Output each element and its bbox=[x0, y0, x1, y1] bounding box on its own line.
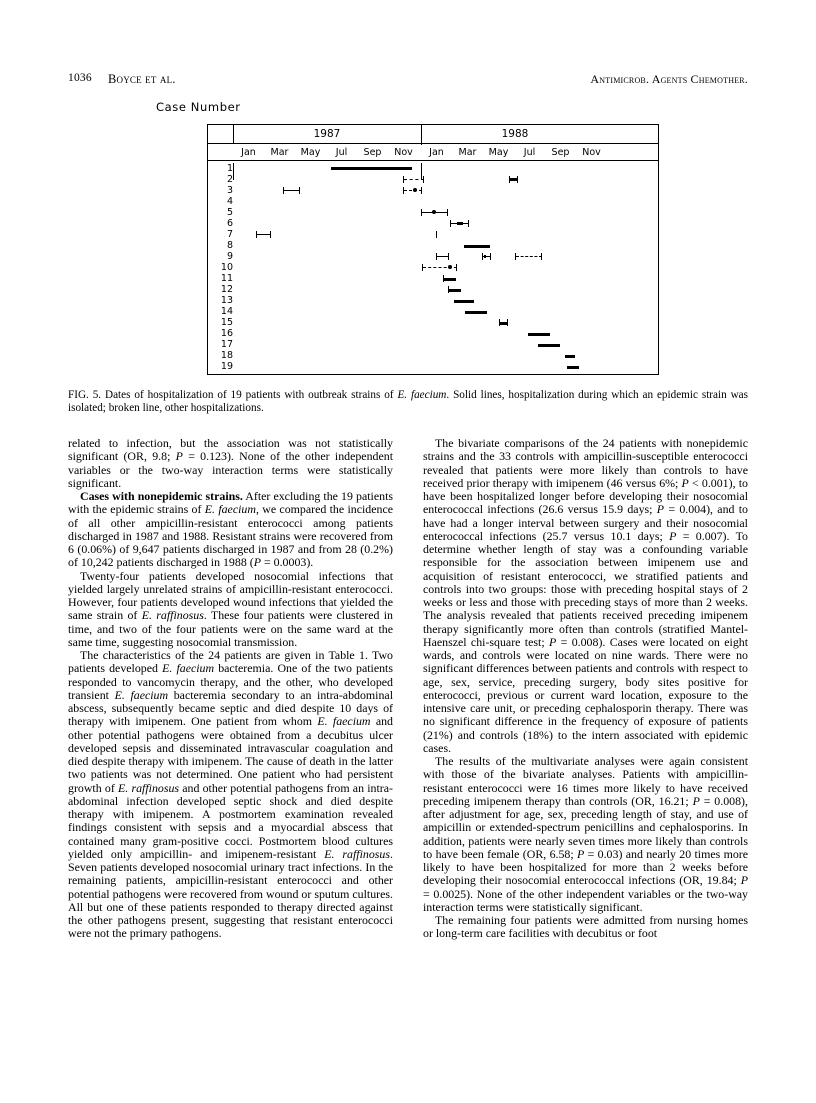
figure-caption-text: Dates of hospitalization of 19 patients with outbreak strains of bbox=[105, 389, 398, 401]
case-label: 2 bbox=[226, 174, 233, 185]
case-label: 16 bbox=[220, 328, 233, 339]
case-label: 14 bbox=[220, 306, 233, 317]
figure-caption-text-2: . Solid lines, hospitalization during which an epidemic strain was isolated; broken line, other hospitalizations. bbox=[68, 389, 748, 415]
interval-cap bbox=[450, 220, 451, 227]
paragraph: The results of the multivariate analyses were again consistent with those of the bivariate analyses. Patients with ampicillin-resistant enterococci were 16 times more likely to have received preceding imipenem therapy than controls (OR, 16.21; P = 0.008), after adjustment for age, sex, preceding length of stay, and use of ampicillin or extended-spectrum penicillins and cephalosporins. In addition, patients were nearly seven times more likely than controls to have been female (OR, 6.58; P = 0.03) and nearly 20 times more likely to have been hospitalized for more than 2 weeks before developing their nosocomial enterococcal infections (OR, 19.84; P = 0.0025). None of the other independent variables or the two-way interaction terms were statistically significant. bbox=[423, 754, 748, 914]
chart-area bbox=[207, 124, 659, 375]
month-label: Jan bbox=[429, 147, 444, 158]
case-label: 8 bbox=[226, 240, 233, 251]
paragraph: The remaining four patients were admitted from nursing homes or long-term care facilities with decubitus or foot bbox=[423, 913, 748, 941]
month-label: Jan bbox=[241, 147, 256, 158]
paragraph: Twenty-four patients developed nosocomial infections that yielded largely unrelated strains of ampicillin-resistant enterococci. However, four patients developed wound infections that yielded the same strain of E. raffinosus. These four patients were clustered in time, and two of the four patients were on the same ward at the same time, suggesting nosocomial transmission. bbox=[68, 568, 393, 649]
hospitalization-bar-dashed bbox=[404, 179, 424, 180]
interval-cap bbox=[515, 253, 516, 260]
isolation-dot bbox=[448, 265, 452, 269]
interval-cap bbox=[270, 231, 271, 238]
interval-cap bbox=[507, 319, 508, 326]
case-label: 11 bbox=[220, 273, 233, 284]
month-label: Mar bbox=[270, 147, 289, 158]
interval-cap bbox=[422, 264, 423, 271]
isolation-dot bbox=[413, 188, 417, 192]
hospitalization-bar bbox=[444, 278, 456, 281]
interval-cap bbox=[283, 187, 284, 194]
figure-caption-label: FIG. 5. bbox=[68, 389, 102, 401]
month-label: Mar bbox=[458, 147, 477, 158]
month-header-row bbox=[208, 144, 658, 161]
hospitalization-bar bbox=[565, 355, 575, 358]
body-column-right bbox=[423, 437, 748, 941]
hospitalization-bar bbox=[528, 333, 550, 336]
hospitalization-bar bbox=[454, 300, 474, 303]
interval-cap bbox=[421, 209, 422, 216]
interval-cap bbox=[482, 253, 483, 260]
interval-cap bbox=[443, 275, 444, 282]
case-label: 12 bbox=[220, 284, 233, 295]
paragraph: The bivariate comparisons of the 24 patients with nonepidemic strains and the 33 controls with ampicillin-susceptible enterococci revealed that patients were more likely than controls to have received prior therapy with imipenem (46 versus 6%; P < 0.001), to have been hospitalized longer before developing their nosocomial enterococcal infections (26.6 versus 15.9 days; P = 0.004), and to have had a longer interval between surgery and their nosocomial enterococcal infections (25.7 versus 10.1 days; P = 0.007). To determine whether length of stay was a confounding variable responsible for the association between imipenem use and acquisition of resistant enterococci, we stratified patients and controls into two groups: those with preceding hospital stays of 2 weeks or less and those with preceding stays of more than 2 weeks. The analysis revealed that patients received preceding imipenem therapy significantly more often than controls (stratified Mantel-Haenszel chi-square test; P = 0.008). Cases were located on eight wards, and controls were located on nine wards. There were no significant differences between patients and controls with respect to age, sex, service, preceding surgery, body sites positive for enterococci, previous or current ward location, exposure to the intensive care unit, or preceding cephalosporin therapy. There was no significant difference in the frequency of exposure of patients (21%) and controls (18%) to the intern associated with epidemic cases. bbox=[423, 436, 749, 755]
subsection-heading: Cases with nonepidemic strains. bbox=[80, 489, 243, 503]
interval-cap bbox=[299, 187, 300, 194]
figure-caption-species: E. faecium bbox=[397, 389, 447, 401]
month-label: Sep bbox=[551, 147, 570, 158]
month-label: Nov bbox=[582, 147, 601, 158]
hospitalization-bar bbox=[567, 366, 579, 369]
hospitalization-bar bbox=[464, 245, 490, 248]
hospitalization-bar bbox=[457, 222, 463, 225]
year-label-1987: 1987 bbox=[313, 128, 341, 140]
axis-title-case-number: Case Number bbox=[156, 100, 241, 114]
case-label: 5 bbox=[226, 207, 233, 218]
case-label: 10 bbox=[220, 262, 233, 273]
interval-cap bbox=[447, 209, 448, 216]
interval-cap bbox=[517, 176, 518, 183]
interval-cap bbox=[448, 286, 449, 293]
case-label: 1 bbox=[226, 163, 233, 174]
plot-area bbox=[208, 161, 658, 374]
year-label-1988: 1988 bbox=[501, 128, 529, 140]
interval-cap bbox=[468, 220, 469, 227]
year-divider bbox=[233, 125, 234, 144]
hospitalization-bar bbox=[538, 344, 560, 347]
interval-cap bbox=[541, 253, 542, 260]
hospitalization-bar bbox=[465, 311, 487, 314]
case-label: 13 bbox=[220, 295, 233, 306]
figure-caption bbox=[68, 389, 748, 416]
month-label: Sep bbox=[363, 147, 382, 158]
interval-cap bbox=[436, 253, 437, 260]
hospitalization-whisker bbox=[284, 190, 300, 191]
figure-5 bbox=[68, 100, 748, 385]
hospitalization-bar-dashed bbox=[516, 256, 542, 257]
interval-cap bbox=[490, 253, 491, 260]
case-label: 7 bbox=[226, 229, 233, 240]
running-head bbox=[68, 72, 748, 88]
interval-cap bbox=[456, 264, 457, 271]
case-label: 18 bbox=[220, 350, 233, 361]
hospitalization-bar bbox=[449, 289, 461, 292]
interval-cap bbox=[509, 176, 510, 183]
month-label: Jul bbox=[335, 147, 348, 158]
interval-cap bbox=[499, 319, 500, 326]
paragraph: related to infection, but the association was not statistically significant (OR, 9.8; P = 0.123). None of the other independent variables or the two-way interaction terms were statistically significant. bbox=[68, 436, 393, 490]
paragraph: The characteristics of the 24 patients are given in Table 1. Two patients developed E. faecium bacteremia. One of the two patients responded to vancomycin therapy, and the other, who developed transient E. faecium bacteremia secondary to an intra-abdominal abscess, subsequently became septic and died despite 10 days of therapy with imipenem. One patient from whom E. faecium and other potential pathogens were obtained from a decubitus ulcer developed sepsis and disseminated intravascular coagulation and died despite therapy with imipenem. The cause of death in the latter two patients was not determined. One patient who had persistent growth of E. raffinosus and other potential pathogens from an intra-abdominal infection developed septic shock and died despite therapy with imipenem. A postmortem examination revealed findings consistent with sepsis and a myocardial abscess that contained many gram-positive cocci. Postmortem blood cultures yielded only ampicillin- and imipenem-resistant E. raffinosus. Seven patients developed nosocomial urinary tract infections. In the remaining patients, ampicillin-resistant enterococci and other potential pathogens were recovered from wound or sputum cultures. All but one of these patients responded to therapy directed against the other pathogens present, suggesting that resistant enterococci were not the primary pathogens. bbox=[68, 648, 393, 941]
running-head-journal: Antimicrob. Agents Chemother. bbox=[590, 72, 748, 86]
case-label: 17 bbox=[220, 339, 233, 350]
interval-cap bbox=[403, 176, 404, 183]
isolation-dot bbox=[432, 210, 436, 214]
interval-cap bbox=[423, 176, 424, 183]
case-label: 9 bbox=[226, 251, 233, 262]
interval-cap bbox=[448, 253, 449, 260]
hospitalization-whisker bbox=[257, 234, 271, 235]
month-label: Nov bbox=[394, 147, 413, 158]
case-label: 6 bbox=[226, 218, 233, 229]
case-label: 15 bbox=[220, 317, 233, 328]
page-number: 1036 bbox=[68, 72, 92, 84]
interval-cap bbox=[403, 187, 404, 194]
case-label: 3 bbox=[226, 185, 233, 196]
interval-cap bbox=[256, 231, 257, 238]
month-label: Jul bbox=[523, 147, 536, 158]
month-label: May bbox=[300, 147, 321, 158]
running-head-authors: Boyce et al. bbox=[108, 72, 176, 86]
hospitalization-bar bbox=[331, 167, 412, 170]
paragraph-cases-nonepidemic: Cases with nonepidemic strains. After excluding the 19 patients with the epidemic strains of E. faecium, we compared the incidence of all other ampicillin-resistant enterococci among patients discharged in 1987 and 1988. Resistant strains were recovered from 6 (0.06%) of 9,647 patients discharged in 1987 and from 28 (0.2%) of 10,242 patients discharged in 1988 (P = 0.0003). bbox=[68, 489, 394, 570]
interval-cap bbox=[421, 187, 422, 194]
body-column-left bbox=[68, 437, 393, 941]
year-header-row bbox=[208, 125, 658, 144]
interval-cap bbox=[436, 231, 437, 238]
month-label: May bbox=[488, 147, 509, 158]
case-label: 4 bbox=[226, 196, 233, 207]
case-label: 19 bbox=[220, 361, 233, 372]
